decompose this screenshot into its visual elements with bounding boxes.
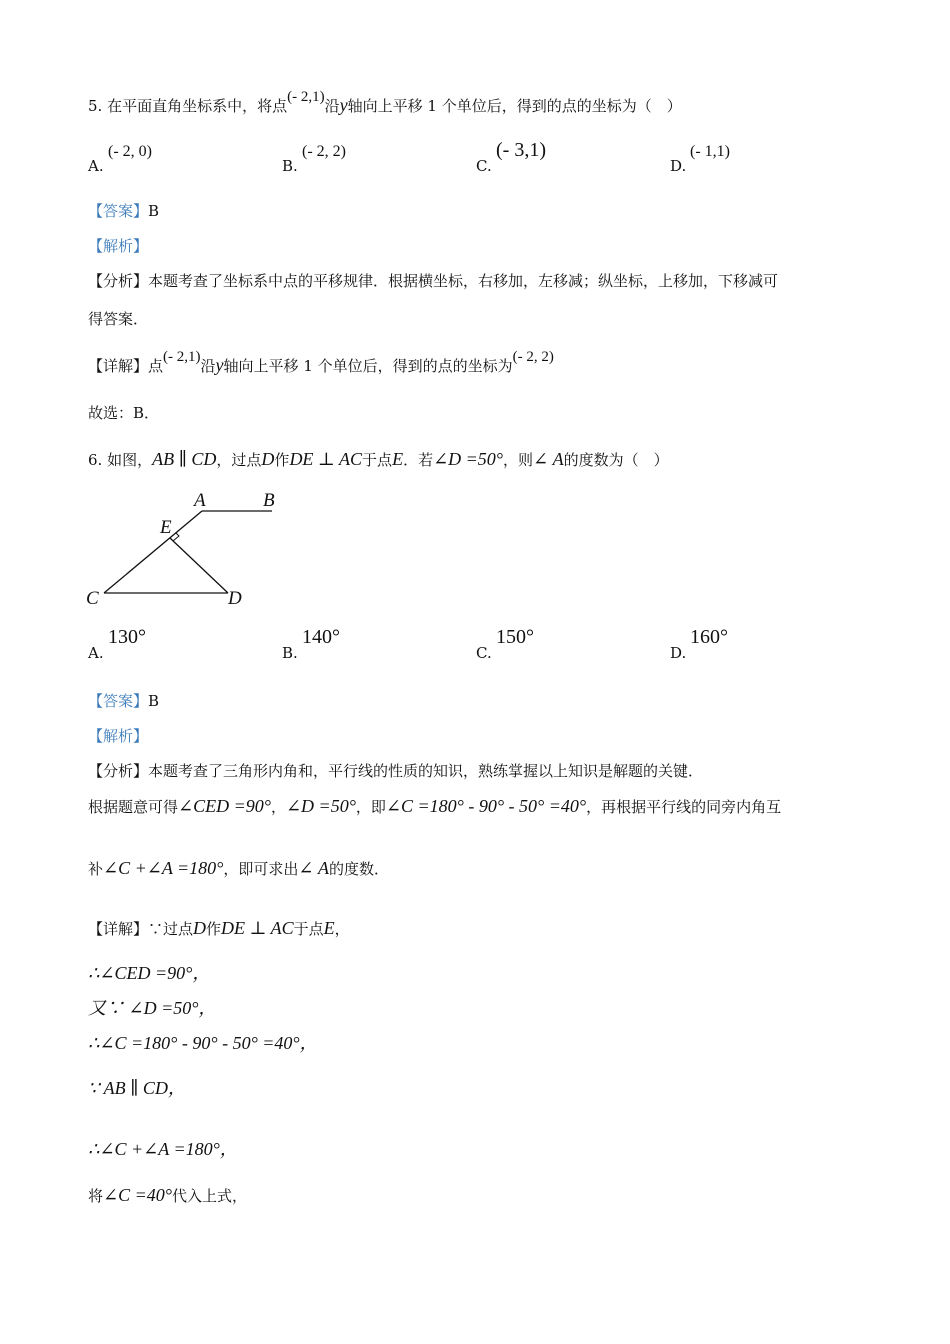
label-a: A — [194, 490, 206, 511]
q5-choose: 故选：B． — [88, 404, 160, 422]
q6-detail-line5: ∵ AB ∥ CD， — [88, 1078, 186, 1098]
q6-answer: 【答案】B — [88, 692, 160, 710]
q5-fenxi-cont: 得答案． — [88, 310, 149, 328]
q6-fenxi-line2: 根据题意可得∠CED =90°，∠D =50°，即∠C =180° - 90° - 50° =40°，再根据平行线的同旁内角互 — [88, 796, 782, 816]
q6-detail-line3: 又∵ ∠D =50°， — [88, 998, 217, 1018]
q6-stem: 6. 如图，AB ∥ CD，过点D作DE ⊥ AC于点E．若∠D =50°，则∠ A的度数为（ ） — [88, 449, 669, 469]
label-b: B — [263, 490, 275, 511]
q5-point: (- 2,1) — [287, 89, 325, 105]
q6-detail-line6: ∴∠C +∠A =180°， — [88, 1139, 238, 1159]
segment-ed — [170, 538, 228, 593]
label-d: D — [228, 588, 242, 609]
q5-fenxi: 【分析】本题考查了坐标系中点的平移规律．根据横坐标，右移加，左移减；纵坐标，上移加，下移减可 — [88, 272, 779, 290]
q6-detail-line2: ∴∠CED =90°， — [88, 963, 211, 983]
geometry-figure — [80, 488, 290, 613]
q5-answer: 【答案】B — [88, 202, 160, 220]
label-e: E — [160, 517, 172, 538]
q6-analysis-tag: 【解析】 — [88, 727, 149, 745]
q6-detail-line7: 将∠C =40°代入上式， — [88, 1185, 247, 1205]
label-c: C — [86, 588, 99, 609]
q6-fenxi-line3: 补∠C +∠A =180°，即可求出∠ A的度数． — [88, 858, 389, 878]
q6-detail-line1: 【详解】∵过点D作DE ⊥ AC于点E， — [88, 918, 350, 938]
q6-detail-line4: ∴∠C =180° - 90° - 50° =40°， — [88, 1033, 318, 1053]
q6-fenxi: 【分析】本题考查了三角形内角和，平行线的性质的知识，熟练掌握以上知识是解题的关键． — [88, 762, 704, 780]
q5-stem: 5. 在平面直角坐标系中，将点(- 2,1)沿y轴向上平移 1 个单位后，得到的点的坐标为（ ） — [88, 89, 682, 115]
q5-analysis-tag: 【解析】 — [88, 237, 149, 255]
q5-detail: 【详解】点(- 2,1)沿y轴向上平移 1 个单位后，得到的点的坐标为(- 2, 2) — [88, 349, 554, 375]
segment-ac — [104, 511, 202, 593]
